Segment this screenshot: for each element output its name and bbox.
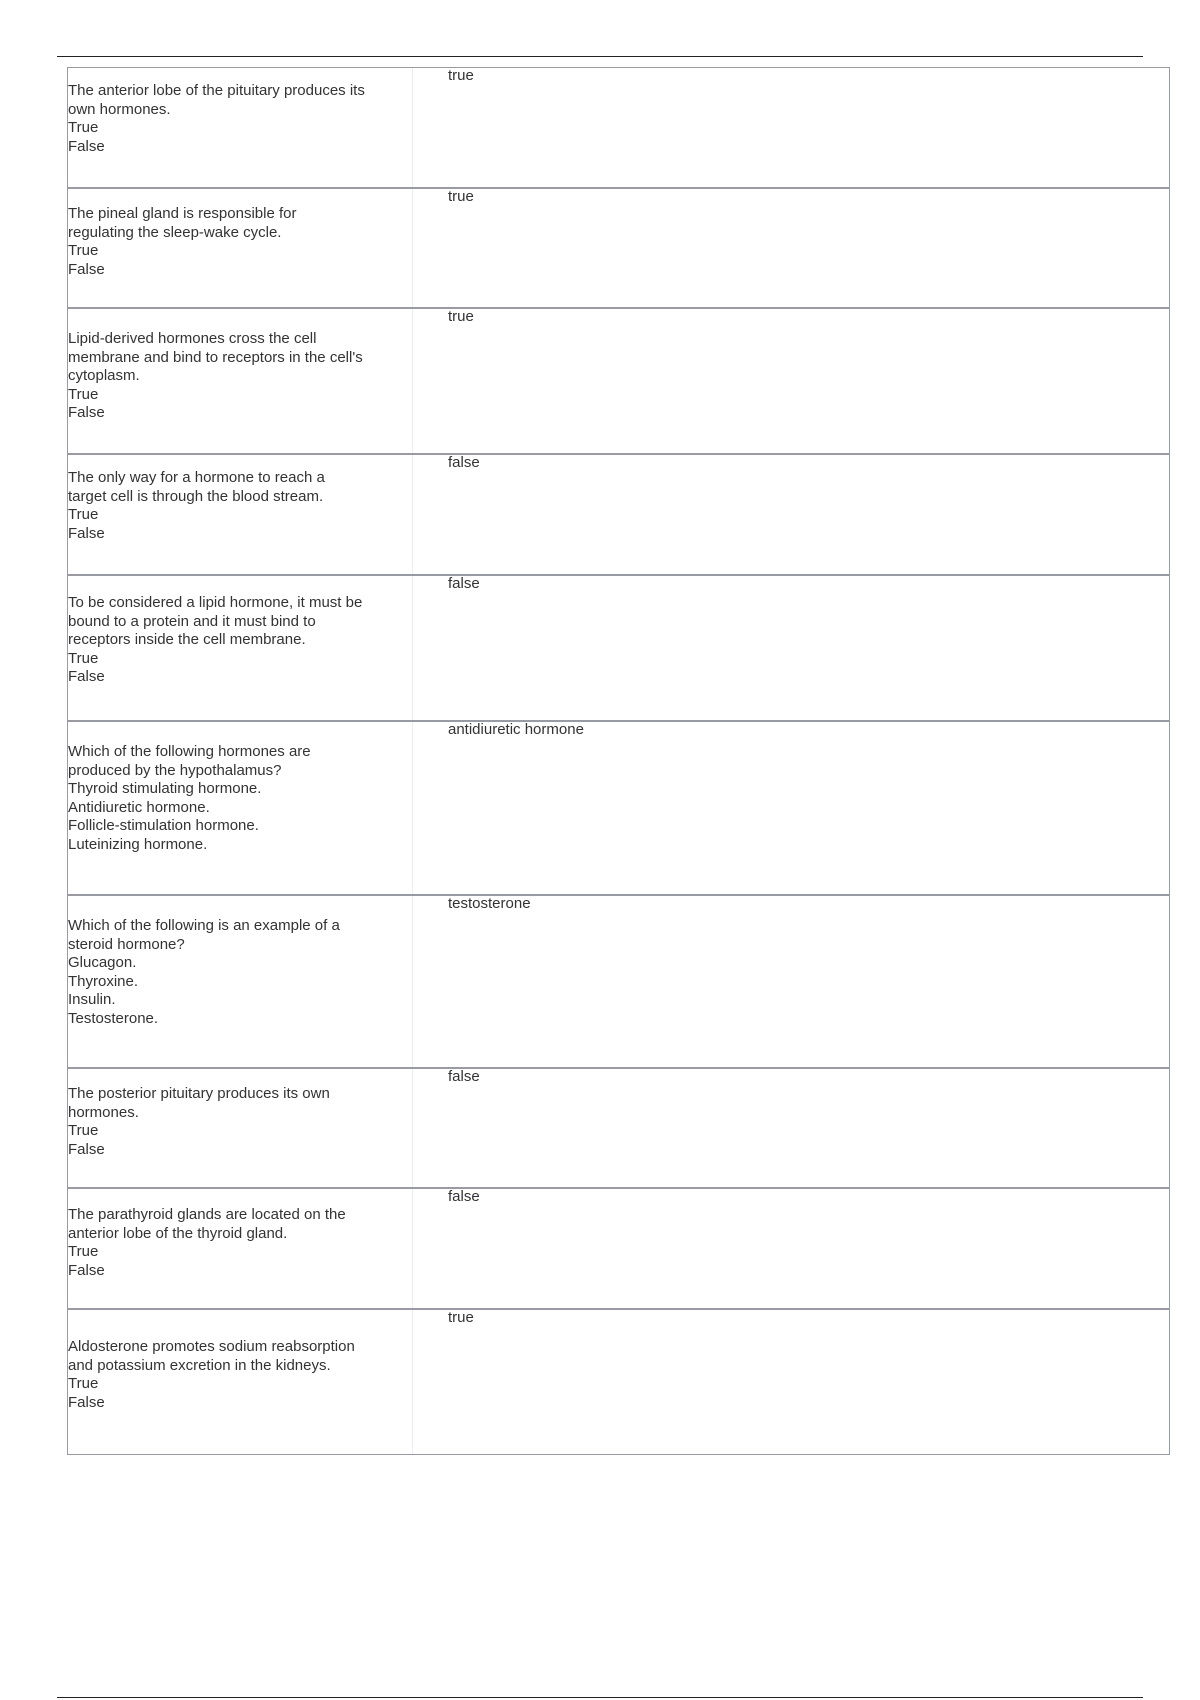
answer: false [448, 1188, 480, 1205]
question-line: anterior lobe of the thyroid gland. [68, 1224, 288, 1242]
answer-cell [413, 1069, 1169, 1187]
option: Follicle-stimulation hormone. [68, 817, 259, 835]
option: Thyroxine. [68, 972, 139, 990]
question-line: membrane and bind to receptors in the cell's [68, 348, 363, 366]
question-cell [68, 309, 413, 453]
question-line: and potassium excretion in the kidneys. [68, 1356, 331, 1374]
question-cell [68, 1310, 413, 1454]
question-cell [68, 576, 413, 720]
option: False [68, 668, 105, 686]
question-line: To be considered a lipid hormone, it must be [68, 594, 363, 611]
question-line: Which of the following hormones are [68, 743, 311, 760]
question-line: The anterior lobe of the pituitary produces its [68, 82, 365, 99]
option: Insulin. [68, 991, 116, 1009]
qa-row [68, 720, 1169, 894]
question-cell [68, 68, 413, 187]
question-line: cytoplasm. [68, 367, 140, 385]
question-cell [68, 722, 413, 894]
option: Luteinizing hormone. [68, 835, 208, 853]
question-line: The pineal gland is responsible for [68, 205, 297, 222]
option: False [68, 404, 105, 422]
question-cell [68, 455, 413, 574]
question-line: receptors inside the cell membrane. [68, 631, 306, 649]
answer-cell [413, 722, 1169, 894]
qa-row [68, 1308, 1169, 1454]
question-line: produced by the hypothalamus? [68, 761, 282, 779]
option: False [68, 1140, 105, 1158]
question-cell [68, 1069, 413, 1187]
question-cell [68, 189, 413, 307]
answer-cell [413, 68, 1169, 187]
option: False [68, 260, 105, 278]
question-cell [68, 896, 413, 1067]
option: True [68, 242, 99, 260]
answer: false [448, 1068, 480, 1085]
option: False [68, 1393, 105, 1411]
question-line: own hormones. [68, 100, 171, 118]
answer-cell [413, 576, 1169, 720]
option: True [68, 506, 99, 524]
option: True [68, 1243, 99, 1261]
answer: true [448, 67, 474, 84]
question-line: Aldosterone promotes sodium reabsorption [68, 1338, 355, 1355]
answer-cell [413, 1189, 1169, 1308]
qa-row [68, 453, 1169, 574]
question-line: The parathyroid glands are located on the [68, 1206, 346, 1223]
option: True [68, 1375, 99, 1393]
option: True [68, 119, 99, 137]
qa-row [68, 68, 1169, 187]
answer: antidiuretic hormone [448, 721, 584, 738]
option: True [68, 649, 99, 667]
question-line: Lipid-derived hormones cross the cell [68, 330, 317, 347]
option: Testosterone. [68, 1009, 159, 1027]
answer-cell [413, 189, 1169, 307]
answer: testosterone [448, 895, 531, 912]
question-line: The posterior pituitary produces its own [68, 1085, 330, 1102]
header-rule [57, 56, 1143, 57]
option: False [68, 137, 105, 155]
answer-cell [413, 1310, 1169, 1454]
qa-row [68, 894, 1169, 1067]
question-line: bound to a protein and it must bind to [68, 612, 316, 630]
qa-row [68, 187, 1169, 307]
answer: true [448, 1309, 474, 1326]
qa-row [68, 1067, 1169, 1187]
option: Thyroid stimulating hormone. [68, 780, 262, 798]
question-line: Which of the following is an example of a [68, 917, 340, 934]
answer-cell [413, 455, 1169, 574]
footer-rule [57, 1697, 1143, 1698]
question-line: The only way for a hormone to reach a [68, 469, 325, 486]
answer-cell [413, 896, 1169, 1067]
question-line: regulating the sleep-wake cycle. [68, 223, 282, 241]
answer: false [448, 454, 480, 471]
qa-row [68, 574, 1169, 720]
answer: false [448, 575, 480, 592]
qa-table [67, 67, 1170, 1455]
answer: true [448, 308, 474, 325]
question-cell [68, 1189, 413, 1308]
option: True [68, 1122, 99, 1140]
option: False [68, 524, 105, 542]
question-line: target cell is through the blood stream. [68, 487, 324, 505]
option: Antidiuretic hormone. [68, 798, 210, 816]
question-line: hormones. [68, 1103, 139, 1121]
option: True [68, 385, 99, 403]
option: Glucagon. [68, 954, 137, 972]
qa-row [68, 307, 1169, 453]
option: False [68, 1261, 105, 1279]
qa-row [68, 1187, 1169, 1308]
answer: true [448, 188, 474, 205]
question-line: steroid hormone? [68, 935, 185, 953]
answer-cell [413, 309, 1169, 453]
